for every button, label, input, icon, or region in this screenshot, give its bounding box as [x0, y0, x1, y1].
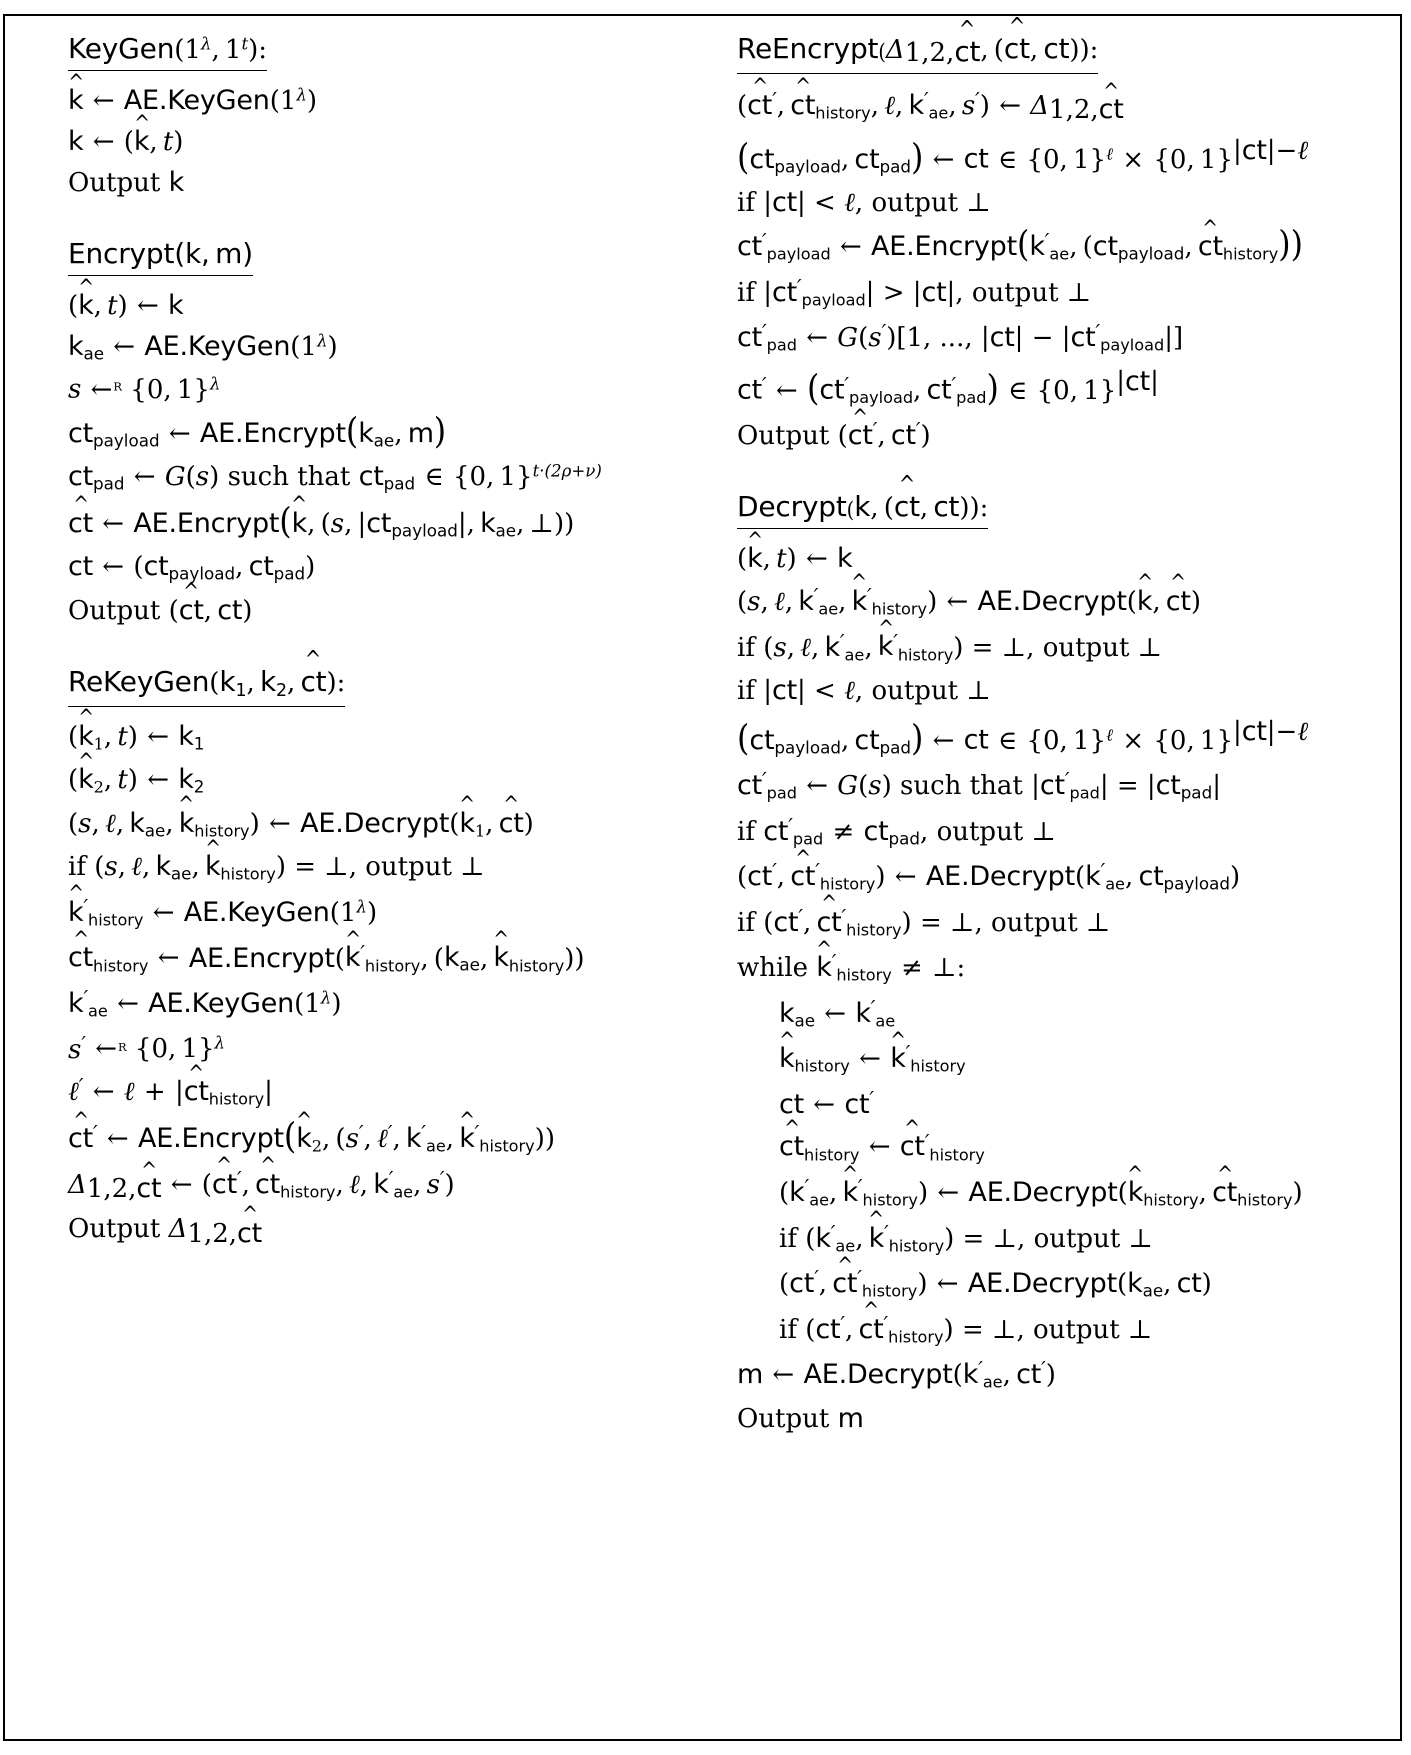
algorithm-encrypt-header: Encrypt(k, m) [68, 237, 253, 276]
code-line: if |ct| < ℓ, output ⊥ [737, 675, 991, 707]
code-line: ct′ ← ($ct'_{payload}$, $ct'_{pad}$) ∈ {0, 1}$^{|ct|}$ [737, 365, 1159, 409]
algorithm-rekeygen-header: $ReKeyGen(k_1$, $k_2$, ^ ct): [68, 665, 345, 707]
algorithm-rekeygen [68, 665, 655, 1254]
algorithm-encrypt [68, 237, 655, 631]
code-line: (s, ℓ, $k_{ae}$, ^ $k_{history}$) ← AE.Decrypt(^ $k_1$, ^ ct) [68, 803, 655, 847]
code-line: (ct′, ^ $ct'_{history}$) ← $AE.Decrypt(k'_{ae}$, $ct_{payload}$) [737, 854, 1400, 900]
code-line: (^ k, t) ← k [68, 285, 655, 326]
code-line: ($ct_{payload}$, $ct_{pad}$) ← ct ∈ {0, 1}$^\ell$ × {0, 1}$^{|ct|-\ell}$ [737, 716, 1309, 759]
code-line: if (s, ℓ, $k'_{ae}$, ^ $k'_{history}$) = ⊥, output ⊥ [737, 625, 1400, 671]
code-line: (ct′, ^ $ct'_{history}$) ← $AE.Decrypt(k_{ae}$, ct) [737, 1261, 1400, 1307]
code-line: $ct'_{pad}$ ← G(s′)[1, ..., $|ct| - |ct'_{payload}|$] [737, 320, 1184, 355]
algorithm-decrypt [737, 490, 1400, 1439]
code-line: $k_{ae}$ ← $k'_{ae}$ [779, 995, 896, 1031]
code-line: ($ct_{payload}$, $ct_{pad}$) ← ct ∈ {0, 1}$^\ell$ × {0, 1}$^{|ct|-\ell}$ [737, 135, 1309, 178]
code-line: ^ $ct_{history}$ ← ^ $ct'_{history}$ [737, 1125, 1400, 1171]
code-line: ^ $k'_{history}$ ← $AE.KeyGen(1^\lambda)$ [68, 890, 655, 936]
code-line: if (ct′, ^ $ct'_{history}$) = ⊥, output ⊥ [737, 900, 1400, 946]
code-line: $\Delta_{1,2,\^{} ct}$ ← (^ ct′, ^ $ct_{history}$, ℓ, $k'_{ae}$, s′) [68, 1162, 655, 1209]
code-line: while ^ $k'_{history}$ ≠ ⊥: [737, 945, 1400, 991]
code-line: $ct'_{payload}$ ← $AE.Encrypt(k'_{ae}$, ($ct_{payload}$, ^ $ct_{history}$)) [737, 223, 1400, 270]
code-line: ^ ct ← AE.Encrypt(^ k, (s, $|ct_{payload}|$, $k_{ae}$, ⊥)) [68, 500, 655, 546]
code-line: s′ ←$^R$ {0, 1}$^\lambda$ [68, 1031, 226, 1065]
code-line: Output m [737, 1402, 864, 1434]
code-line: if $|ct'_{payload}| > |ct|$, output ⊥ [737, 274, 1092, 310]
code-line: $ct_{pad}$ ← G(s) such that $ct_{pad}$ ∈ {0, 1}$^{t\cdot(2\rho+\nu)}$ [68, 461, 602, 495]
code-line: $ct_{payload}$ ← $AE.Encrypt(k_{ae}$, m) [68, 411, 447, 453]
code-line: if $ct'_{pad} \ne ct_{pad}$, output ⊥ [737, 813, 1056, 849]
code-line: ^ $ct_{history}$ ← AE.Encrypt(^ $k'_{history}$, ($k_{ae}$, ^ $k_{history}$)) [68, 936, 655, 982]
code-line: if ($k'_{ae}$, ^ $k'_{history}$) = ⊥, output ⊥ [737, 1216, 1400, 1262]
code-line: ℓ′ ← ℓ + |^ $ct_{history}|$ [68, 1069, 655, 1115]
code-line: if (s, ℓ, $k_{ae}$, ^ $k_{history}$) = ⊥, output ⊥ [68, 846, 655, 890]
code-line: ct ← ($ct_{payload}$, $ct_{pad}$) [68, 551, 316, 584]
pseudocode-figure-box [3, 14, 1402, 1741]
code-line: Output (^ ct, ct) [68, 590, 655, 631]
code-line: m ← $AE.Decrypt(k'_{ae}$, ct′) [737, 1357, 1056, 1392]
algorithm-keygen [68, 32, 655, 203]
code-line: $ct'_{pad}$ ← G(s) such that $|ct'_{pad}| = |ct_{pad}|$ [737, 768, 1221, 803]
algorithm-keygen-header: $KeyGen(1^\lambda$, 1$^t$): [68, 32, 267, 71]
code-line: if |ct| < ℓ, output ⊥ [737, 187, 991, 219]
code-line: ($k'_{ae}$, ^ $k'_{history}$) ← AE.Decrypt(^ $k_{history}$, ^ $ct_{history}$) [737, 1170, 1400, 1216]
code-line: Output $\Delta_{1,2,\^{} ct}$ [68, 1209, 655, 1254]
algorithm-decrypt-header: Decrypt(k, (^ ct, ct)): [737, 490, 988, 529]
code-line: Output k [68, 167, 185, 198]
code-line: (^ $k_1$, t) ← $k_1$ [68, 716, 655, 760]
left-column [5, 16, 655, 1739]
code-line: k ← (^ k, t) [68, 121, 655, 162]
right-column [655, 16, 1400, 1739]
two-column-layout [5, 16, 1400, 1739]
code-line: Output (^ ct′, ct′) [737, 413, 1400, 456]
algorithm-reencrypt-header: $ReEncrypt(\Delta_{1,2,\^{} ct}$, (^ ct, ct)): [737, 32, 1098, 74]
code-line: ^ k ← $AE.KeyGen(1^\lambda)$ [68, 80, 655, 121]
code-line: if (ct′, ^ $ct'_{history}$) = ⊥, output ⊥ [737, 1307, 1400, 1353]
code-line: (s, ℓ, $k'_{ae}$, ^ $k'_{history}$) ← AE.Decrypt(^ k, ^ ct) [737, 579, 1400, 625]
code-line: ^ $k_{history}$ ← ^ $k'_{history}$ [737, 1036, 1400, 1082]
code-line: $k_{ae}$ ← $AE.KeyGen(1^\lambda)$ [68, 331, 338, 364]
code-line: s ←$^R$ {0, 1}$^\lambda$ [68, 374, 221, 406]
code-line: ct ← ct′ [779, 1086, 874, 1120]
code-line: (^ $k_2$, t) ← $k_2$ [68, 759, 655, 803]
algorithm-reencrypt [737, 32, 1400, 456]
code-line: ^ ct′ ← AE.Encrypt(^ $k_2$, (s′, ℓ′, $k'_{ae}$, ^ $k'_{history}$)) [68, 1115, 655, 1162]
code-line: (^ ct′, ^ $ct_{history}$, ℓ, $k'_{ae}$, s′) ← $\Delta_{1,2,\^{} ct}$ [737, 83, 1400, 130]
code-line: $k'_{ae}$ ← $AE.KeyGen(1^\lambda)$ [68, 986, 342, 1021]
code-line: (^ k, t) ← k [737, 538, 1400, 579]
